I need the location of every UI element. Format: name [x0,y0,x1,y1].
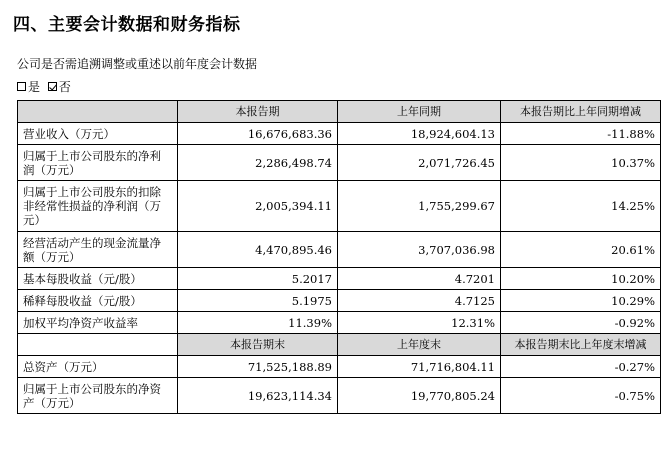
row-label: 基本每股收益（元/股） [18,268,178,290]
table-row [18,123,661,145]
row-label: 营业收入（万元） [18,123,178,145]
value-cell: 10.37% [501,145,661,181]
header-cell: 本报告期 [178,101,338,123]
value-cell: 2,286,498.74 [178,145,338,181]
header-cell [18,334,178,356]
checkbox-checked-icon[interactable] [48,82,57,91]
value-cell: 11.39% [178,312,338,334]
value-cell: 10.20% [501,268,661,290]
value-cell: 19,623,114.34 [178,378,338,414]
row-label: 归属于上市公司股东的扣除非经常性损益的净利润（万元） [18,181,178,232]
option-yes[interactable] [17,78,40,95]
table-row [18,356,661,378]
header-cell: 本报告期比上年同期增减 [501,101,661,123]
value-cell: 71,716,804.11 [338,356,501,378]
table-row [18,312,661,334]
value-cell: -0.75% [501,378,661,414]
header-cell: 本报告期末比上年度末增减 [501,334,661,356]
option-no[interactable] [48,78,71,95]
section-heading: 四、主要会计数据和财务指标 [13,15,241,35]
financial-indicators-table [17,100,661,414]
table-header-row [18,101,661,123]
row-label: 归属于上市公司股东的净资产（万元） [18,378,178,414]
table-row [18,232,661,268]
restatement-question: 公司是否需追溯调整或重述以前年度会计数据 [17,57,258,71]
table-row [18,378,661,414]
header-cell: 上年度末 [338,334,501,356]
value-cell: 71,525,188.89 [178,356,338,378]
value-cell: 12.31% [338,312,501,334]
row-label: 加权平均净资产收益率 [18,312,178,334]
option-no-label: 否 [58,80,71,94]
value-cell: 4.7201 [338,268,501,290]
value-cell: 14.25% [501,181,661,232]
header-cell [18,101,178,123]
value-cell: 16,676,683.36 [178,123,338,145]
value-cell: 2,005,394.11 [178,181,338,232]
value-cell: 10.29% [501,290,661,312]
value-cell: 4.7125 [338,290,501,312]
value-cell: -0.27% [501,356,661,378]
restatement-options [17,78,75,95]
checkbox-unchecked-icon[interactable] [17,82,26,91]
value-cell: 3,707,036.98 [338,232,501,268]
value-cell: 4,470,895.46 [178,232,338,268]
table-row [18,181,661,232]
value-cell: 2,071,726.45 [338,145,501,181]
table-subheader-row [18,334,661,356]
table-row [18,145,661,181]
row-label: 经营活动产生的现金流量净额（万元） [18,232,178,268]
value-cell: 20.61% [501,232,661,268]
value-cell: 18,924,604.13 [338,123,501,145]
value-cell: 5.2017 [178,268,338,290]
value-cell: 1,755,299.67 [338,181,501,232]
header-cell: 上年同期 [338,101,501,123]
row-label: 总资产（万元） [18,356,178,378]
value-cell: -11.88% [501,123,661,145]
row-label: 稀释每股收益（元/股） [18,290,178,312]
row-label: 归属于上市公司股东的净利润（万元） [18,145,178,181]
header-cell: 本报告期末 [178,334,338,356]
value-cell: 19,770,805.24 [338,378,501,414]
option-yes-label: 是 [28,80,41,94]
value-cell: 5.1975 [178,290,338,312]
value-cell: -0.92% [501,312,661,334]
table-row [18,290,661,312]
table-row [18,268,661,290]
